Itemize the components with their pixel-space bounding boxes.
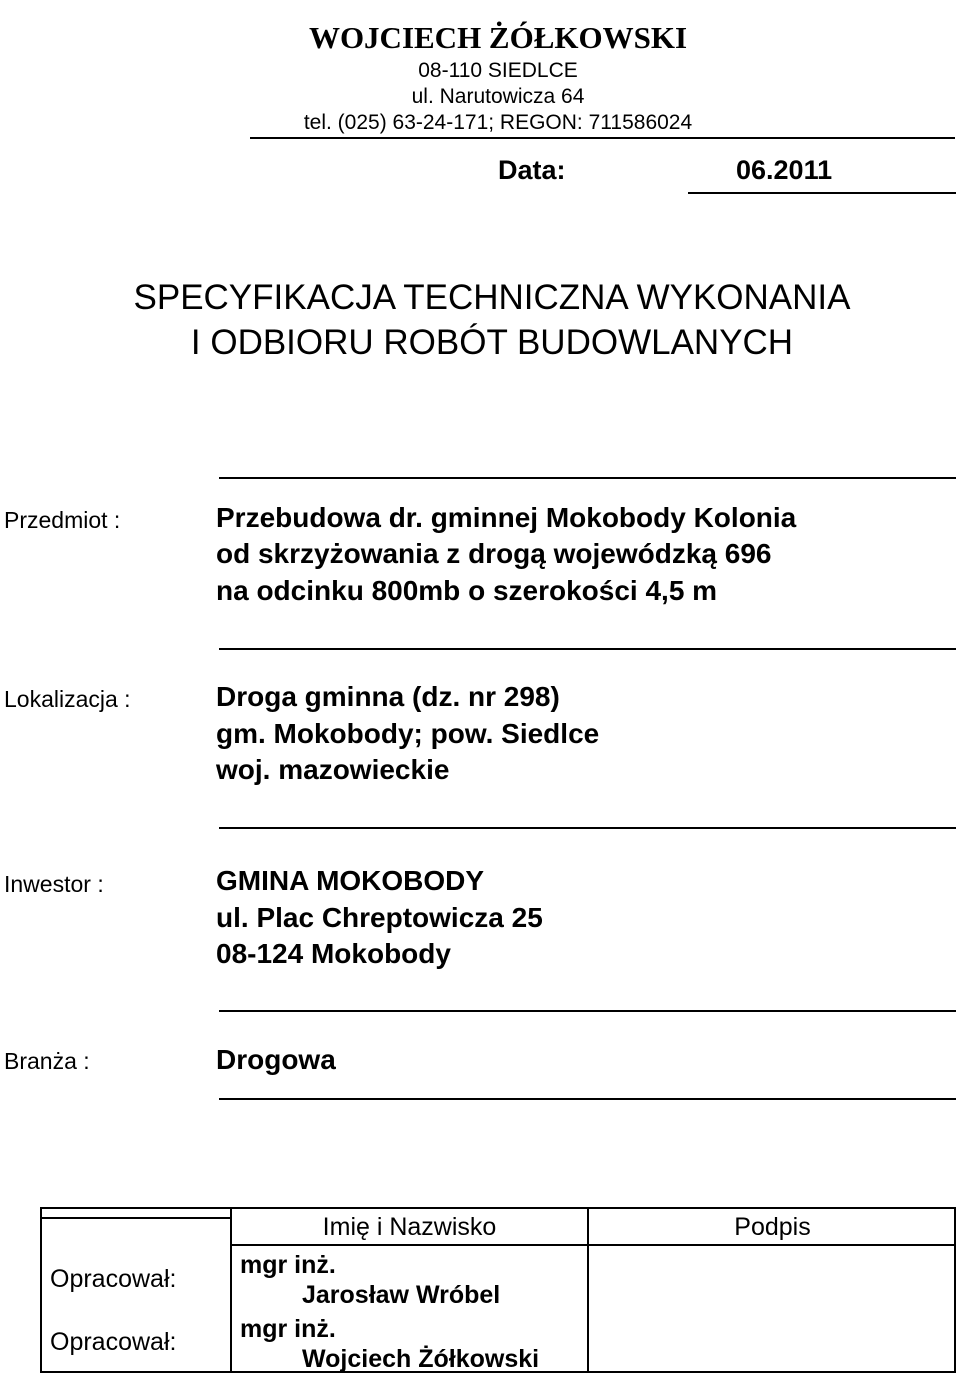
branza-value: Drogowa xyxy=(216,1044,336,1075)
date-label: Data: xyxy=(498,155,566,185)
section-divider xyxy=(219,827,956,829)
lokalizacja-value-line-1: Droga gminna (dz. nr 298) xyxy=(216,681,560,712)
company-contact: tel. (025) 63-24-171; REGON: 711586024 xyxy=(303,111,693,134)
date-underline xyxy=(688,192,956,194)
table-header-divider xyxy=(232,1244,954,1246)
row-1-name: Jarosław Wróbel xyxy=(302,1281,501,1309)
document-title-line-1: SPECYFIKACJA TECHNICZNA WYKONANIA xyxy=(133,278,851,317)
date-value: 06.2011 xyxy=(736,155,833,185)
row-2-role: Opracował: xyxy=(50,1328,177,1356)
inwestor-label: Inwestor : xyxy=(4,871,104,897)
inwestor-value-line-2: ul. Plac Chreptowicza 25 xyxy=(216,902,543,933)
company-city: 08-110 SIEDLCE xyxy=(418,59,578,82)
inwestor-value-line-1: GMINA MOKOBODY xyxy=(216,865,485,896)
document-title-line-2: I ODBIORU ROBÓT BUDOWLANYCH xyxy=(190,323,794,362)
przedmiot-value-line-2: od skrzyżowania z drogą wojewódzką 696 xyxy=(216,538,772,569)
lokalizacja-label: Lokalizacja : xyxy=(4,686,131,712)
table-header-divider xyxy=(42,1217,232,1219)
section-divider xyxy=(219,1010,956,1012)
signature-table xyxy=(40,1207,956,1373)
header-signature: Podpis xyxy=(734,1213,811,1241)
row-2-title: mgr inż. xyxy=(240,1315,336,1343)
przedmiot-value-line-1: Przebudowa dr. gminnej Mokobody Kolonia xyxy=(216,502,797,533)
section-divider xyxy=(219,1098,956,1100)
row-2-name: Wojciech Żółkowski xyxy=(302,1345,540,1373)
przedmiot-value-line-3: na odcinku 800mb o szerokości 4,5 m xyxy=(216,575,718,606)
inwestor-value-line-3: 08-124 Mokobody xyxy=(216,938,451,969)
section-divider xyxy=(219,648,956,650)
company-name: WOJCIECH ŻÓŁKOWSKI xyxy=(308,20,688,55)
header-divider xyxy=(250,137,955,139)
company-street: ul. Narutowicza 64 xyxy=(411,85,585,108)
lokalizacja-value-line-3: woj. mazowieckie xyxy=(216,754,450,785)
row-1-role: Opracował: xyxy=(50,1265,177,1293)
header-name: Imię i Nazwisko xyxy=(322,1213,497,1241)
row-1-title: mgr inż. xyxy=(240,1251,336,1279)
przedmiot-label: Przedmiot : xyxy=(4,507,121,533)
branza-label: Branża : xyxy=(4,1048,90,1074)
lokalizacja-value-line-2: gm. Mokobody; pow. Siedlce xyxy=(216,718,600,749)
section-divider xyxy=(219,477,956,479)
